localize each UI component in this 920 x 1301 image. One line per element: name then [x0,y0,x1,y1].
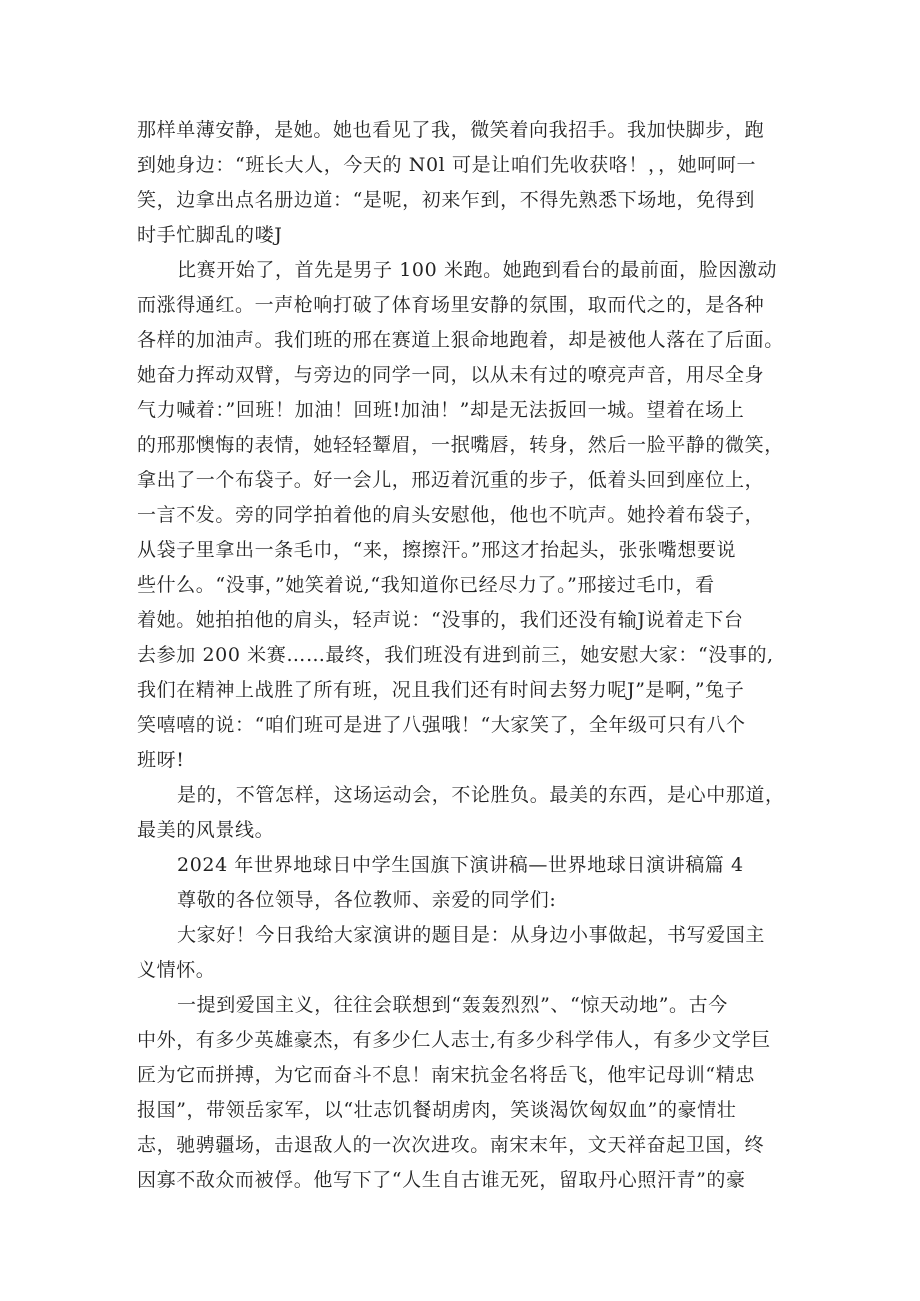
text-line: 大家好！今日我给大家演讲的题目是：从身边小事做起，书写爱国主 [177,924,766,946]
text-line: 最美的风景线。 [137,819,275,841]
text-line: 尊敬的各位领导，各位教师、亲爱的同学们: [177,889,557,911]
text-line: 各样的加油声。我们班的邢在赛道上狠命地跑着，却是被他人落在了后面。 [137,329,784,351]
text-line: 从袋子里拿出一条毛巾，“来，擦擦汗。”邢这才抬起头，张张嘴想要说 [137,539,737,561]
text-line: 笑嘻嘻的说：“咱们班可是进了八强哦！“大家笑了，全年级可只有八个 [137,714,746,736]
document-body [137,113,789,1198]
text-line: 中外，有多少英雄豪杰，有多少仁人志士,有多少科学伟人，有多少文学巨 [137,1029,771,1051]
text-line: 我们在精神上战胜了所有班，况且我们还有时间去努力呢J”是啊，”兔子 [137,679,745,701]
text-line: 着她。她拍拍他的肩头，轻声说：“没事的，我们还没有输J说着走下台 [137,609,744,631]
text-line: 2024 年世界地球日中学生国旗下演讲稿—世界地球日演讲稿篇 4 [177,854,744,876]
text-line: 一言不发。旁的同学拍着他的肩头安慰他，他也不吭声。她拎着布袋子， [137,504,765,526]
text-line: 班呀! [137,749,185,771]
text-line: 气力喊着：”回班！加油！回班!加油！”却是无法扳回一城。望着在场上 [137,399,745,421]
text-line: 因寡不敌众而被俘。他写下了“人生自古谁无死，留取丹心照汗青”的豪 [137,1169,746,1191]
text-line: 是的，不管怎样，这场运动会，不论胜负。最美的东西，是心中那道， [177,784,785,806]
text-line: 笑，边拿出点名册边道：“是呢，初来乍到，不得先熟悉下场地，免得到 [137,189,755,211]
text-line: 去参加 200 米赛……最终，我们班没有进到前三，她安慰大家：“没事的, [137,644,774,666]
text-line: 匠为它而拼搏，为它而奋斗不息！南宋抗金名将岳飞，他牢记母训“精忠 [137,1064,755,1086]
text-line: 拿出了一个布袋子。好一会儿，邢迈着沉重的步子，低着头回到座位上， [137,469,765,491]
text-line: 些什么。“没事，”她笑着说,“我知道你已经尽力了。”邢接过毛巾，看 [137,574,715,596]
text-line: 的邢那懊悔的表情，她轻轻颦眉，一抿嘴唇，转身，然后一脸平静的微笑， [137,434,784,456]
text-line: 她奋力挥动双臂，与旁边的同学一同，以从未有过的嘹亮声音，用尽全身 [137,364,765,386]
text-line: 比赛开始了，首先是男子 100 米跑。她跑到看台的最前面，脸因激动 [177,259,778,281]
text-line: 而涨得通红。一声枪响打破了体育场里安静的氛围，取而代之的，是各种 [137,294,765,316]
text-line: 时手忙脚乱的喽J [137,224,283,246]
text-line: 到她身边：“班长大人，今天的 N0l 可是让咱们先收获咯！，，她呵呵一 [137,154,757,176]
text-line: 报国”，带领岳家军，以“壮志饥餐胡虏肉，笑谈渴饮匈奴血”的豪情壮 [137,1099,737,1121]
text-line: 志，驰骋疆场，击退敌人的一次次进攻。南宋末年，文天祥奋起卫国，终 [137,1134,765,1156]
text-line: 那样单薄安静，是她。她也看见了我，微笑着向我招手。我加快脚步，跑 [137,119,765,141]
text-line: 义情怀。 [137,959,216,981]
text-line: 一提到爱国主义，往往会联想到“轰轰烈烈”、“惊天动地”。古今 [177,994,728,1016]
